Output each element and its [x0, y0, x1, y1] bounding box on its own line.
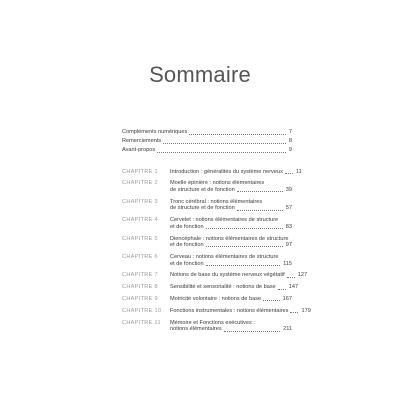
chapter-title-text: Mémoire et Fonctions exécutives : — [170, 319, 255, 326]
chapter-page: 127 — [297, 272, 308, 279]
chapter-title-line — [170, 272, 307, 279]
front-matter-list — [122, 127, 292, 155]
chapter-title — [170, 169, 302, 176]
chapter-title-text: de structure et de fonction — [170, 205, 235, 212]
toc-entry-label: Remerciements — [122, 138, 162, 145]
dot-leader — [278, 289, 286, 290]
chapter-number: CHAPITRE 2 — [122, 180, 158, 187]
page-title: Sommaire — [149, 62, 251, 87]
chapter-number: CHAPITRE 5 — [122, 235, 158, 242]
chapter-number: CHAPITRE 4 — [122, 217, 158, 224]
dot-leader — [237, 210, 283, 211]
chapter-title-text: Fonctions instrumentales : notions élémentaires — [170, 308, 289, 315]
dot-leader — [285, 173, 293, 174]
chapter-title — [170, 217, 292, 230]
chapter-page: 211 — [283, 326, 292, 333]
chapter-list — [122, 168, 311, 333]
chapter-page: 167 — [282, 296, 292, 303]
chapter-entry[interactable] — [122, 320, 292, 333]
chapter-title-line — [170, 169, 302, 176]
toc-entry-label: Avant-propos — [122, 147, 156, 154]
chapter-title — [170, 320, 292, 333]
chapter-title-line — [170, 242, 292, 249]
chapter-title-text: et de fonction — [170, 260, 204, 267]
chapter-entry[interactable] — [122, 272, 308, 279]
chapter-entry[interactable] — [122, 308, 311, 315]
chapter-title-text: Motricité volontaire : notions de base — [170, 296, 262, 303]
chapter-number: CHAPITRE 1 — [122, 168, 158, 175]
chapter-title-text: et de fonction — [170, 223, 204, 230]
toc-entry[interactable] — [122, 136, 292, 145]
dot-leader — [163, 143, 286, 144]
chapter-title-text: Introduction : généralités du système nerveux — [170, 168, 283, 175]
chapter-number: CHAPITRE 6 — [122, 254, 158, 261]
chapter-page: 179 — [301, 308, 311, 315]
chapter-page: 39 — [285, 186, 292, 193]
chapter-title-line — [170, 224, 292, 231]
dot-leader — [287, 277, 295, 278]
chapter-title — [170, 254, 292, 267]
toc-entry-label: Compléments numériques — [122, 128, 188, 135]
chapter-page: 11 — [295, 168, 302, 175]
chapter-title — [170, 199, 292, 212]
chapter-number: CHAPITRE 8 — [122, 284, 158, 291]
chapter-number: CHAPITRE 7 — [122, 272, 158, 279]
chapter-entry[interactable] — [122, 296, 292, 303]
toc-entry[interactable] — [122, 127, 292, 136]
chapter-page: 115 — [283, 260, 292, 267]
chapter-title-line — [170, 308, 311, 315]
chapter-title — [170, 236, 292, 249]
chapter-title — [170, 308, 311, 315]
chapter-title — [170, 284, 298, 291]
chapter-title — [170, 272, 307, 279]
toc-entry-page: 8 — [288, 138, 292, 145]
chapter-page: 97 — [285, 242, 292, 249]
dot-leader — [206, 228, 283, 229]
toc-entry-page: 7 — [288, 128, 292, 135]
dot-leader — [263, 300, 280, 301]
chapter-number: CHAPITRE 3 — [122, 198, 158, 205]
toc-entry-page: 9 — [288, 147, 292, 154]
chapter-title-text: Moelle épinière : notions élémentaires — [170, 180, 265, 187]
chapter-title-line — [170, 284, 298, 291]
chapter-page: 83 — [285, 223, 292, 230]
dot-leader — [290, 312, 298, 313]
chapter-entry[interactable] — [122, 284, 299, 291]
chapter-title-text: et de fonction — [170, 242, 204, 249]
chapter-title-text: Cervelet : notions élémentaires de structure — [170, 217, 279, 224]
chapter-page: 147 — [288, 284, 299, 291]
chapter-entry[interactable] — [122, 217, 292, 230]
dot-leader — [224, 331, 280, 332]
chapter-title-line — [170, 296, 292, 303]
dot-leader — [237, 191, 283, 192]
chapter-entry[interactable] — [122, 168, 302, 176]
chapter-title-text: Sensibilité et sensorialité : notions de base — [170, 284, 276, 291]
chapter-entry[interactable] — [122, 254, 292, 267]
chapter-title — [170, 296, 292, 303]
chapter-title-line — [170, 187, 292, 194]
dot-leader — [206, 246, 283, 247]
chapter-number: CHAPITRE 11 — [122, 319, 161, 326]
chapter-title-line — [170, 205, 292, 212]
chapter-title-text: Notions de base du système nerveux végétatif — [170, 272, 285, 279]
chapter-page: 57 — [285, 205, 292, 212]
chapter-number: CHAPITRE 10 — [122, 308, 162, 315]
chapter-title — [170, 180, 292, 193]
chapter-entry[interactable] — [122, 199, 292, 212]
dot-leader — [189, 134, 286, 135]
chapter-entry[interactable] — [122, 236, 292, 249]
dot-leader — [206, 265, 280, 266]
chapter-title-text: Diencéphale : notions élémentaires de structure — [170, 235, 289, 242]
chapter-title-text: Tronc cérébral : notions élémentaires — [170, 198, 263, 205]
chapter-title-line — [170, 326, 292, 333]
toc-entry[interactable] — [122, 145, 292, 154]
chapter-entry[interactable] — [122, 180, 292, 193]
dot-leader — [157, 152, 286, 153]
table-of-contents — [122, 127, 311, 338]
chapter-number: CHAPITRE 9 — [122, 296, 158, 303]
chapter-title-text: Cerveau : notions élémentaires de structure — [170, 254, 279, 261]
chapter-title-text: de structure et de fonction — [170, 186, 235, 193]
chapter-title-text: notions élémentaires — [170, 326, 222, 333]
chapter-title-line — [170, 261, 292, 268]
